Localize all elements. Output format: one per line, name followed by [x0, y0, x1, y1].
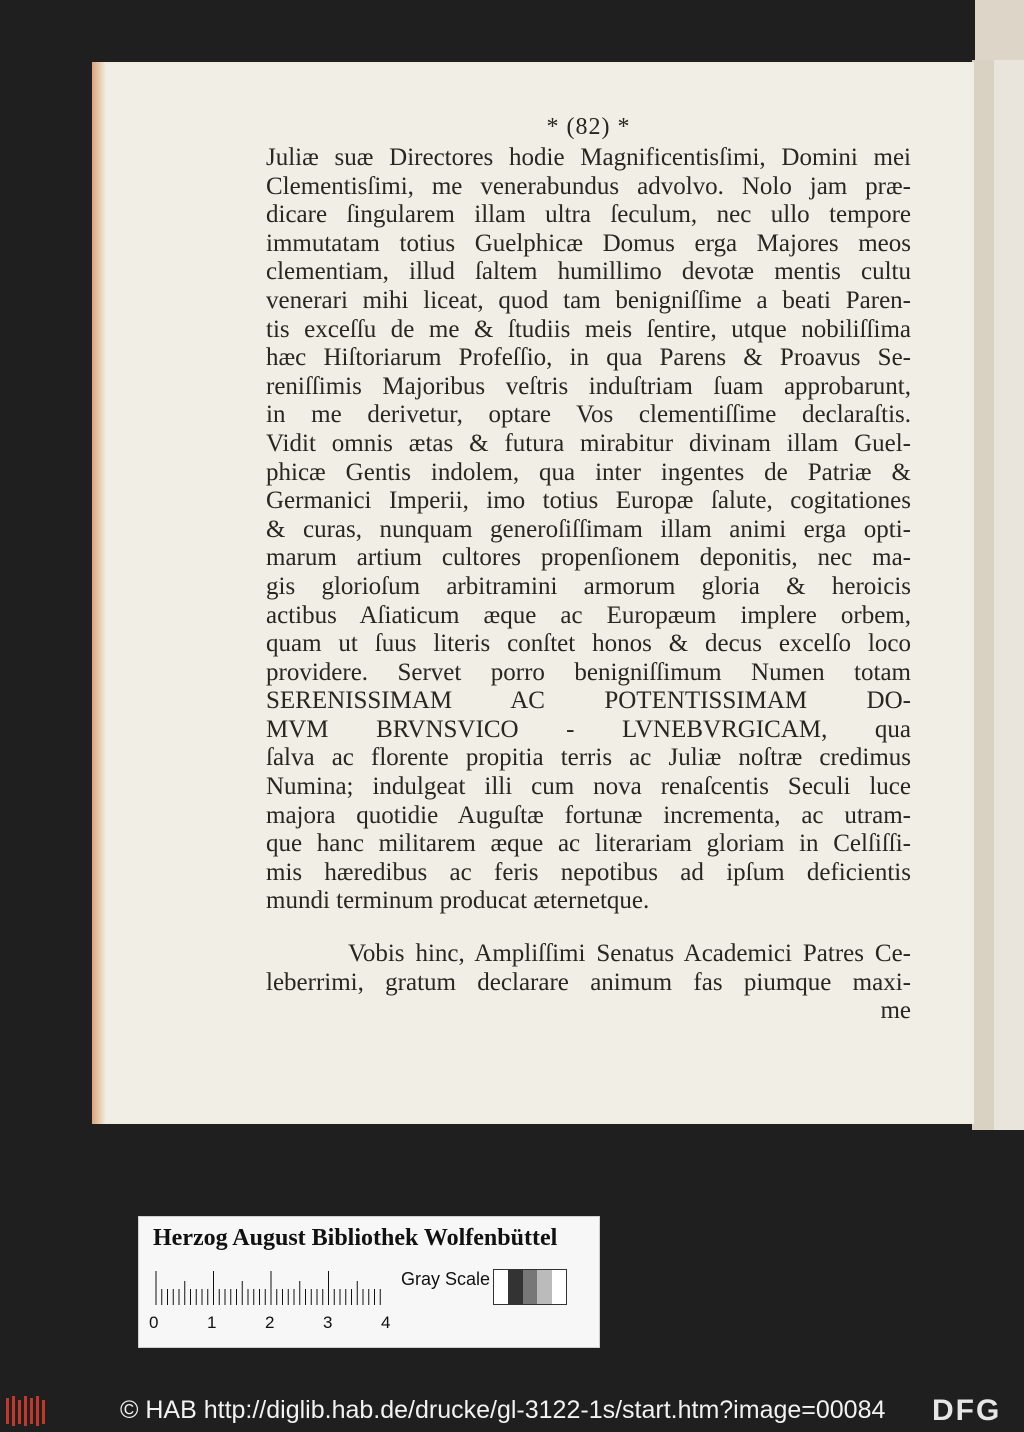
ruler-icon — [155, 1271, 385, 1305]
footer-bar — [0, 1390, 1024, 1432]
text-line: quam ut ſuus literis conſtet honos & decus excelſo loco — [266, 630, 911, 658]
page-text — [266, 112, 911, 1026]
text-line: majora quotidie Auguſtæ fortunæ incrementa, ac utram- — [266, 801, 911, 829]
text-line: providere. Servet porro benigniſſimum Numen totam — [266, 658, 911, 686]
text-line: actibus Aſiaticum æque ac Europæum implere orbem, — [266, 601, 911, 629]
gray-scale-label: Gray Scale — [401, 1269, 491, 1289]
text-line: immutatam totius Guelphicæ Domus erga Majores meos — [266, 229, 911, 257]
text-line: Vidit omnis ætas & futura mirabitur divinam illam Guel- — [266, 429, 911, 457]
text-line: dicare ſingularem illam ultra ſeculum, nec ullo tempore — [266, 201, 911, 229]
text-line: mis hæredibus ac feris nepotibus ad ipſum deficientis — [266, 858, 911, 886]
dfg-logo: DFG — [932, 1394, 1002, 1427]
adjacent-page-strip — [994, 60, 1024, 1130]
text-line: phicæ Gentis indolem, qua inter ingentes de Patriæ & — [266, 458, 911, 486]
gray-scale-bar — [493, 1269, 567, 1305]
gray-swatch — [537, 1270, 551, 1304]
text-line: clementiam, illud ſaltem humillimo devotæ mentis cultu — [266, 258, 911, 286]
paragraph-1 — [266, 144, 911, 916]
text-line: SERENISSIMAM AC POTENTISSIMAM DO- — [266, 687, 911, 715]
text-line: Clementisſimi, me venerabundus advolvo. Nolo jam præ- — [266, 172, 911, 200]
text-line: in me derivetur, optare Vos clementiſſime declaraſtis. — [266, 401, 911, 429]
catchword: me — [880, 997, 911, 1025]
gray-swatch — [523, 1270, 537, 1304]
page-binding-edge — [92, 62, 106, 1124]
library-title: Herzog August Bibliothek Wolfenbüttel — [153, 1225, 558, 1251]
footer-copyright-link[interactable]: © HAB http://diglib.hab.de/drucke/gl-3122-1s/start.htm?image=00084 — [120, 1396, 886, 1424]
text-line: venerari mihi liceat, quod tam benigniſſime a beati Paren- — [266, 286, 911, 314]
page-number: * (82) * — [546, 114, 631, 140]
top-paper-strip — [975, 0, 1024, 60]
gray-swatch — [494, 1270, 508, 1304]
ruler-number: 3 — [323, 1313, 333, 1332]
hab-logo-icon — [4, 1394, 46, 1428]
gray-swatch — [552, 1270, 566, 1304]
gray-swatch — [508, 1270, 522, 1304]
text-line: hæc Hiſtoriarum Profeſſio, in qua Parens & Proavus Se- — [266, 344, 911, 372]
text-line: & curas, nunquam generoſiſſimam illam animi erga opti- — [266, 515, 911, 543]
text-line: leberrimi, gratum declarare animum fas piumque maxi- — [266, 968, 911, 996]
paragraph-2 — [266, 940, 911, 997]
adjacent-page — [972, 60, 1024, 1130]
library-label-card — [138, 1216, 600, 1348]
text-line: Germanici Imperii, imo totius Europæ ſalute, cogitationes — [266, 487, 911, 515]
ruler-number: 2 — [265, 1313, 275, 1332]
text-line: MVM BRVNSVICO - LVNEBVRGICAM, qua — [266, 715, 911, 743]
text-line: tis exceſſu de me & ſtudiis meis ſentire, utque nobiliſſima — [266, 315, 911, 343]
text-line: Vobis hinc, Ampliſſimi Senatus Academici Patres Ce- — [348, 940, 911, 968]
ruler-number: 0 — [149, 1313, 159, 1332]
ruler-numbers — [149, 1313, 409, 1333]
text-line: mundi terminum producat æternetque. — [266, 887, 650, 915]
text-line: gis glorioſum arbitramini armorum gloria & heroicis — [266, 572, 911, 600]
text-line: ſalva ac florente propitia terris ac Juliæ noſtræ credimus — [266, 744, 911, 772]
paragraph-gap — [266, 916, 911, 940]
text-line: marum artium cultores propenſionem deponitis, nec ma- — [266, 544, 911, 572]
text-line: reniſſimis Majoribus veſtris induſtriam ſuam approbarunt, — [266, 372, 911, 400]
ruler-number: 4 — [381, 1313, 391, 1332]
text-line: que hanc militarem æque ac literariam gloriam in Celſiſſi- — [266, 830, 911, 858]
text-line: Numina; indulgeat illi cum nova renaſcentis Seculi luce — [266, 773, 911, 801]
text-line: Juliæ suæ Directores hodie Magnificentisſimi, Domini mei — [266, 144, 911, 171]
ruler-number: 1 — [207, 1313, 217, 1332]
